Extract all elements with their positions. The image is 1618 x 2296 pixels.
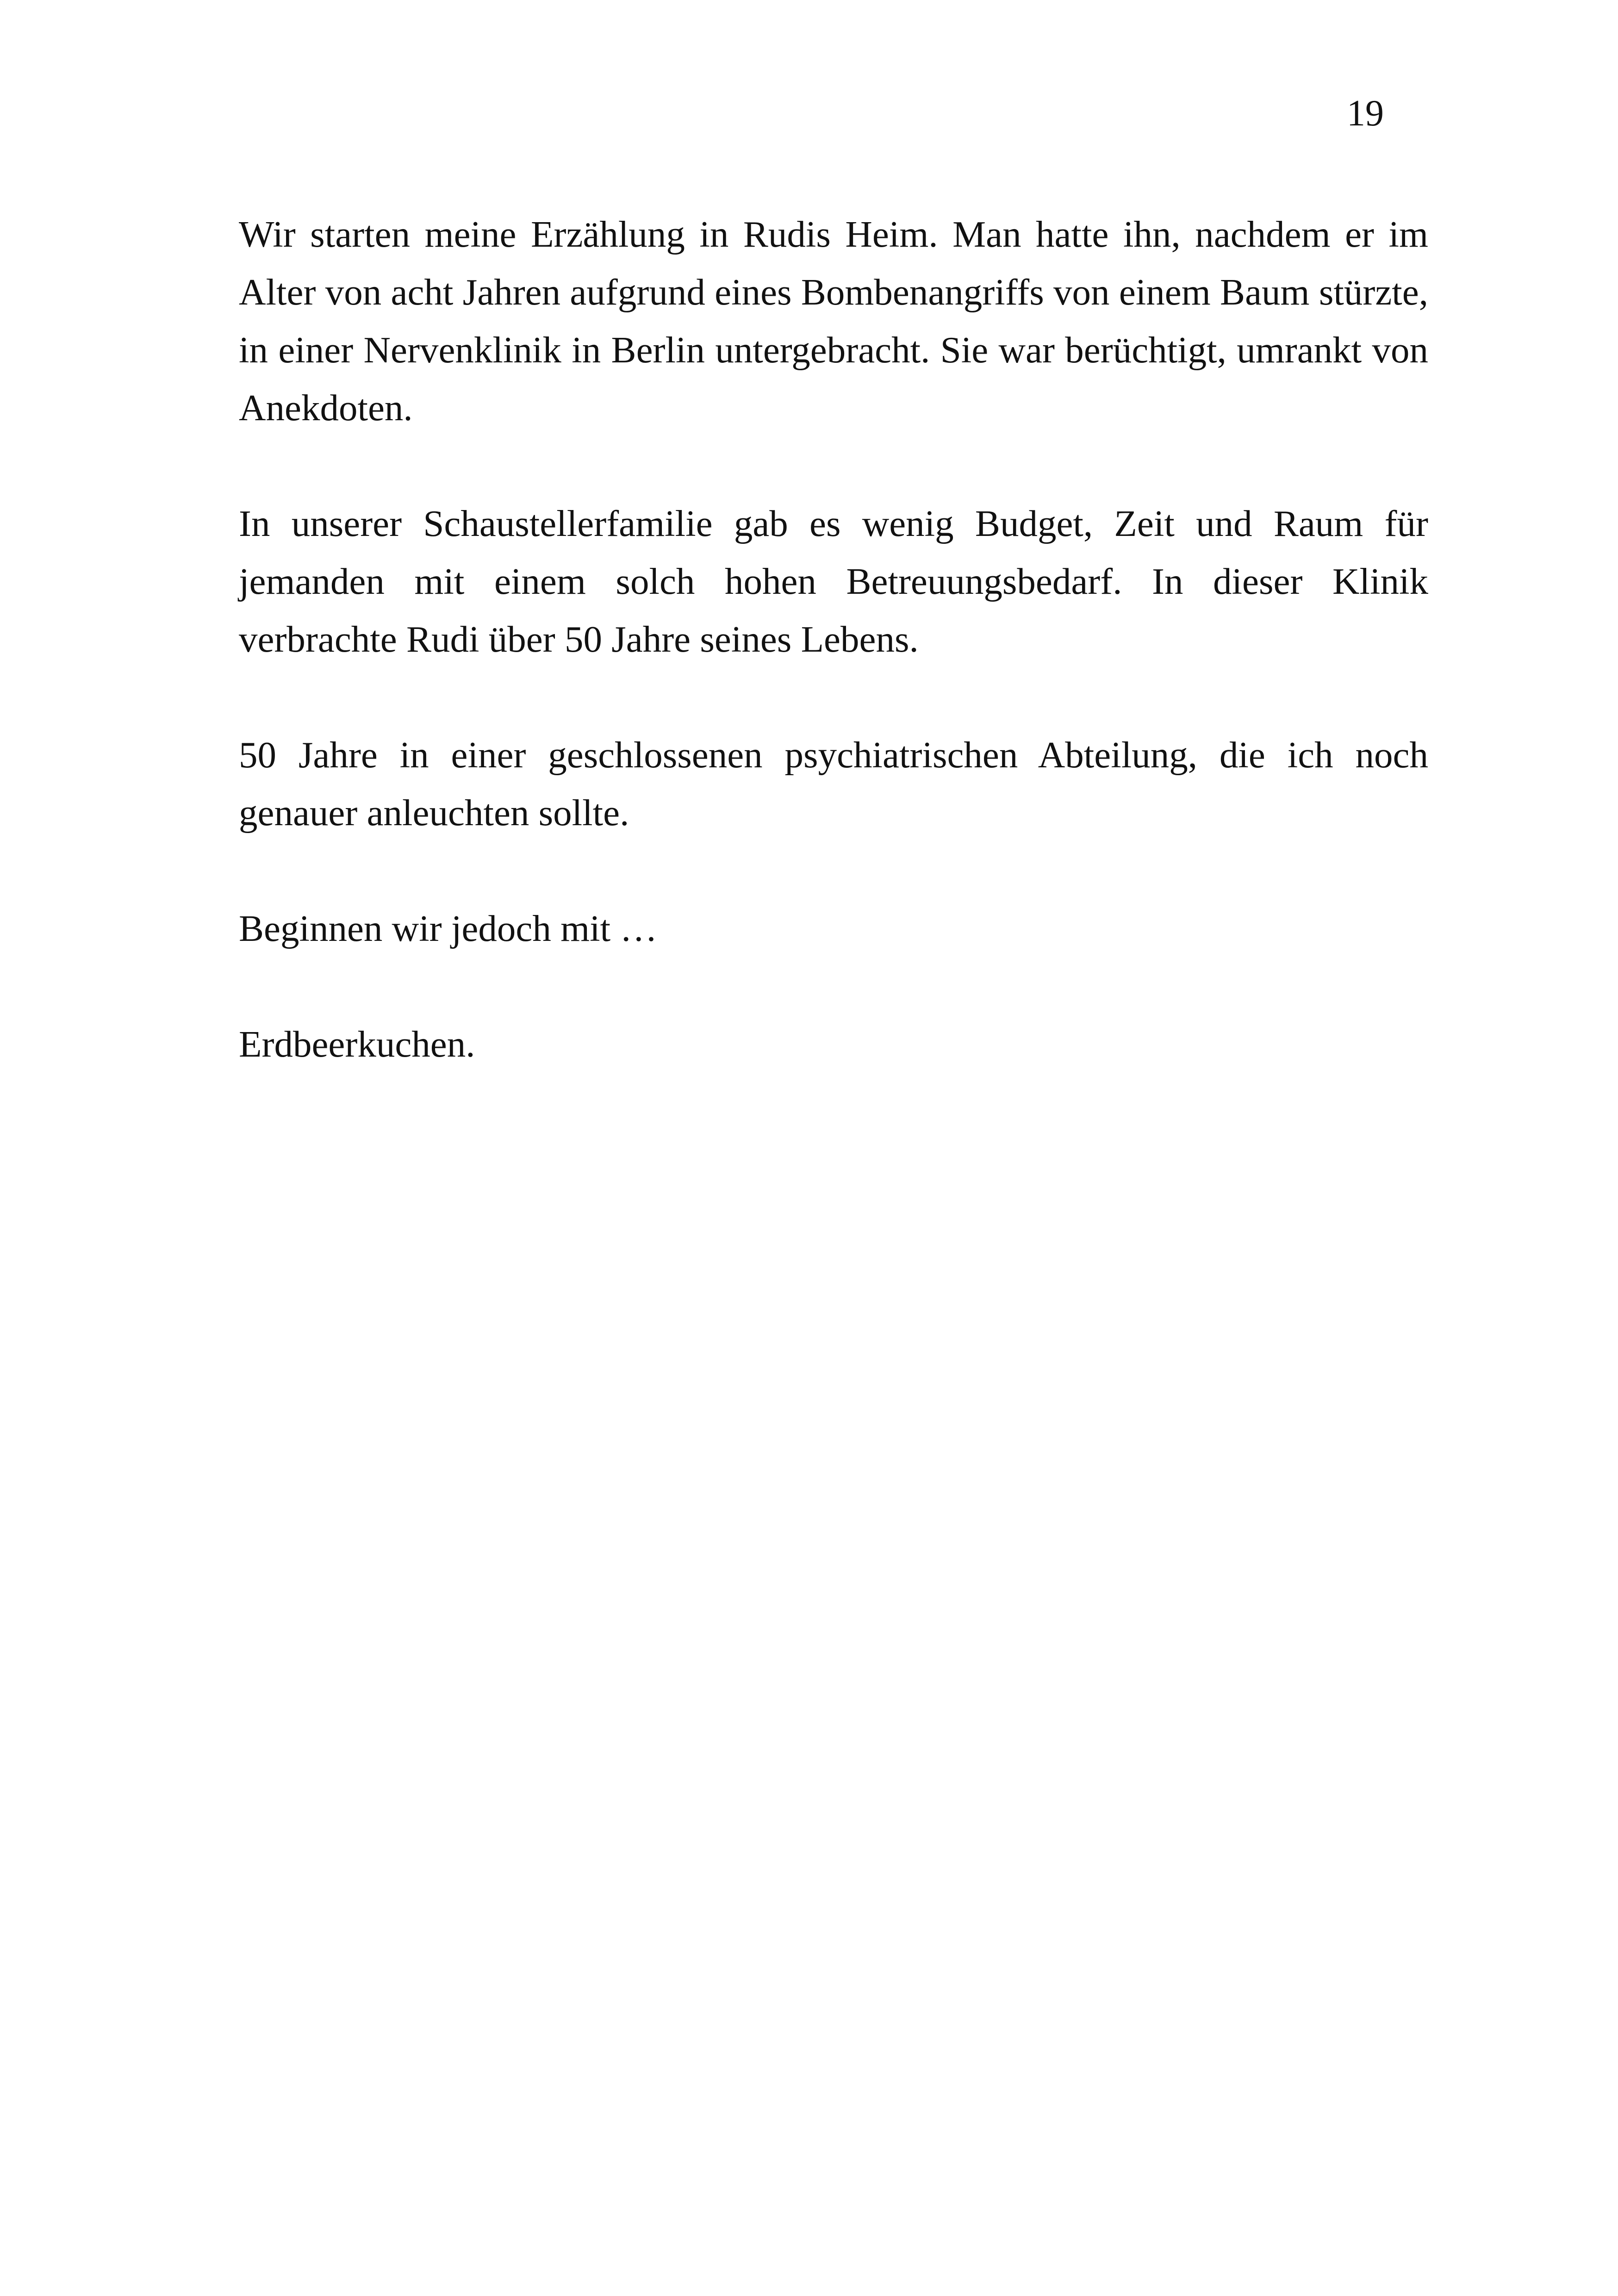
body-text bbox=[239, 205, 1428, 1131]
paragraph: 50 Jahre in einer geschlossenen psychiatrischen Abteilung, die ich noch genauer anleuchten sollte. bbox=[239, 734, 1428, 834]
paragraph: Erdbeerkuchen. bbox=[239, 1023, 475, 1065]
paragraph: In unserer Schaustellerfamilie gab es wenig Budget, Zeit und Raum für jemanden mit einem solch hohen Betreuungsbedarf. In dieser Klinik verbrachte Rudi über 50 Jahre seines Lebens. bbox=[239, 503, 1428, 660]
paragraph: Wir starten meine Erzählung in Rudis Heim. Man hatte ihn, nachdem er im Alter von acht Jahren aufgrund eines Bombenangriffs von einem Baum stürzte, in einer Nervenklinik in Berlin untergebracht. Sie war berüchtigt, umrankt von Anekdoten. bbox=[239, 213, 1428, 429]
page-number: 19 bbox=[1347, 93, 1384, 134]
paragraph: Beginnen wir jedoch mit … bbox=[239, 908, 658, 949]
